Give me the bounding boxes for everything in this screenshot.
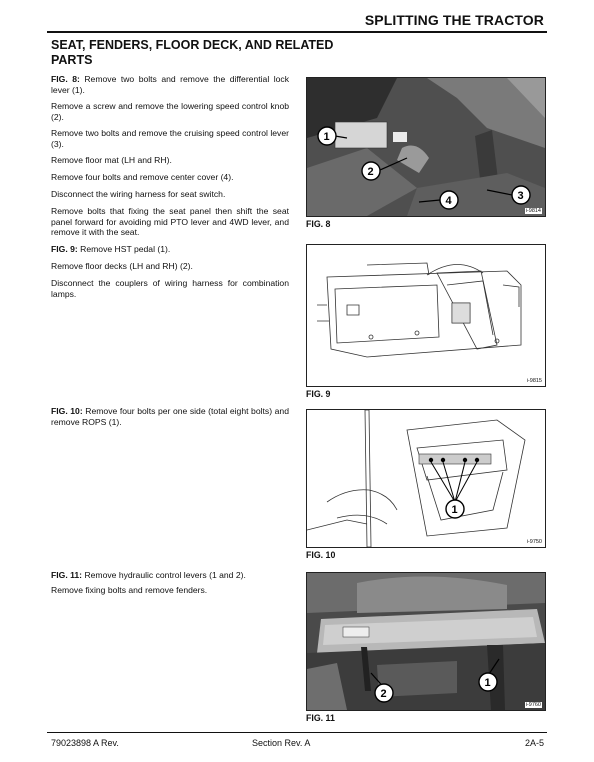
svg-text:2: 2 [380,688,387,700]
paragraph: Remove four bolts and remove center cover (4). [51,172,234,182]
svg-text:2: 2 [367,166,374,178]
image-id: i-9760 [525,702,541,708]
paragraph: Remove floor decks (LH and RH) (2). [51,261,193,271]
paragraph: FIG. 11: Remove hydraulic control levers (1 and 2). [51,570,246,580]
figure-8-label: FIG. 8 [306,219,331,229]
page-number: 2A-5 [524,738,544,748]
paragraph: Remove two bolts and remove the cruising speed control lever (3). [51,128,289,149]
svg-text:4: 4 [445,195,452,207]
paragraph: Disconnect the couplers of wiring harness for combination lamps. [51,278,289,299]
figure-11-svg [307,573,545,710]
paragraph: Remove fixing bolts and remove fenders. [51,585,208,595]
figure-10-svg [307,410,545,547]
fig-ref: FIG. 9: [51,244,78,254]
section-title: SEAT, FENDERS, FLOOR DECK, AND RELATED PARTS [51,38,334,67]
paragraph: FIG. 10: Remove four bolts per one side (total eight bolts) and remove ROPS (1). [51,406,289,427]
paragraph: FIG. 9: Remove HST pedal (1). [51,244,171,254]
image-id: i-9815 [526,378,542,384]
callout-1 [446,500,464,518]
svg-text:1: 1 [323,131,330,143]
paragraph: Remove bolts that fixing the seat panel then shift the seat panel forward for avoiding mid PTO lever and 4WD lever, and remove it with the seat. [51,206,289,238]
svg-text:1: 1 [451,504,458,516]
image-id: i-9814 [525,208,541,214]
paragraph: Disconnect the wiring harness for seat switch. [51,189,226,199]
svg-text:3: 3 [517,190,524,202]
paragraph: Remove a screw and remove the lowering speed control knob (2). [51,101,289,122]
figure-10-drawing [306,409,546,548]
section-rev: Section Rev. A [252,738,311,748]
paragraph: FIG. 8: Remove two bolts and remove the differential lock lever (1). [51,74,289,95]
figure-8-drawing [307,78,545,216]
fig-ref: FIG. 11: [51,570,83,580]
footer-rule [47,732,547,733]
figure-8-photo [306,77,546,217]
fig-ref: FIG. 10: [51,406,83,416]
chapter-title: SPLITTING THE TRACTOR [364,12,544,28]
figure-10-label: FIG. 10 [306,550,336,560]
figure-9-svg [307,245,545,386]
figure-9-drawing [306,244,546,387]
figure-11-label: FIG. 11 [306,713,335,723]
figure-9-label: FIG. 9 [306,389,331,399]
header-rule [47,31,547,33]
fig-ref: FIG. 8: [51,74,80,84]
figure-11-photo [306,572,546,711]
image-id: i-9750 [526,539,542,545]
doc-number: 79023898 A Rev. [51,738,119,748]
paragraph: Remove floor mat (LH and RH). [51,155,172,165]
svg-text:1: 1 [484,677,491,689]
